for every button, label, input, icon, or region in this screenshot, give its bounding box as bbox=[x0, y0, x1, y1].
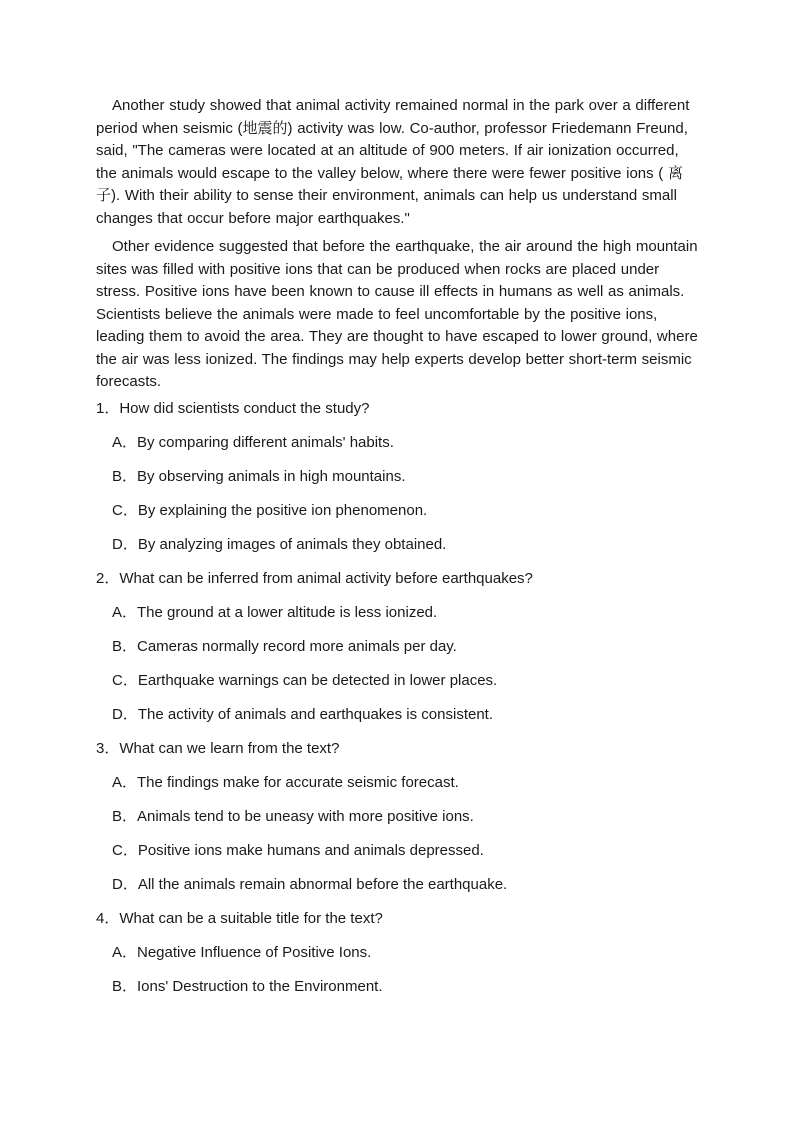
answer-option: A．Negative Influence of Positive Ions. bbox=[112, 943, 372, 961]
answer-option: A．By comparing different animals' habits. bbox=[112, 433, 394, 451]
answer-option: D．By analyzing images of animals they obtained. bbox=[112, 535, 447, 553]
answer-option: C．Positive ions make humans and animals depressed. bbox=[112, 841, 484, 859]
answer-option: C．By explaining the positive ion phenomenon. bbox=[112, 501, 428, 519]
question-stem: 1．How did scientists conduct the study? bbox=[96, 399, 370, 417]
answer-option: B．By observing animals in high mountains. bbox=[112, 467, 406, 485]
answer-option: A．The ground at a lower altitude is less ionized. bbox=[112, 603, 438, 621]
question-stem: 3．What can we learn from the text? bbox=[96, 739, 340, 757]
question-stem: 2．What can be inferred from animal activity before earthquakes? bbox=[96, 569, 533, 587]
passage-paragraph-1: Another study showed that animal activity remained normal in the park over a different period when seismic (地震的) activity was low. Co-author, professor Friedemann Freund, said, "The cameras were located at an altitude of 900 meters. If air ionization occurred, the animals would escape to the valley below, where there were fewer positive ions ( 离子). With their ability to sense their environment, animals can help us understand small changes that occur before major earthquakes." bbox=[96, 97, 690, 227]
passage-paragraph-2: Other evidence suggested that before the earthquake, the air around the high mountain sites was filled with positive ions that can be produced when rocks are placed under stress. Positive ions have been known to cause ill effects in humans as well as animals. Scientists believe the animals were made to feel uncomfortable by the positive ions, leading them to avoid the area. They are thought to have escaped to lower ground, where the air was less ionized. The findings may help experts develop better short-term seismic forecasts. bbox=[96, 238, 698, 390]
answer-option: C．Earthquake warnings can be detected in lower places. bbox=[112, 671, 498, 689]
answer-option: D．All the animals remain abnormal before the earthquake. bbox=[112, 875, 508, 893]
answer-option: B．Ions' Destruction to the Environment. bbox=[112, 977, 383, 995]
question-3 bbox=[96, 738, 700, 908]
page-content bbox=[96, 95, 700, 1010]
answer-option: D．The activity of animals and earthquakes is consistent. bbox=[112, 705, 494, 723]
question-2 bbox=[96, 568, 700, 738]
question-1 bbox=[96, 398, 700, 568]
answer-option: A．The findings make for accurate seismic forecast. bbox=[112, 773, 459, 791]
answer-option: B．Cameras normally record more animals per day. bbox=[112, 637, 457, 655]
question-4 bbox=[96, 908, 700, 1010]
question-stem: 4．What can be a suitable title for the text? bbox=[96, 909, 383, 927]
reading-passage bbox=[96, 95, 700, 394]
question-list bbox=[96, 398, 700, 1010]
answer-option: B．Animals tend to be uneasy with more positive ions. bbox=[112, 807, 474, 825]
